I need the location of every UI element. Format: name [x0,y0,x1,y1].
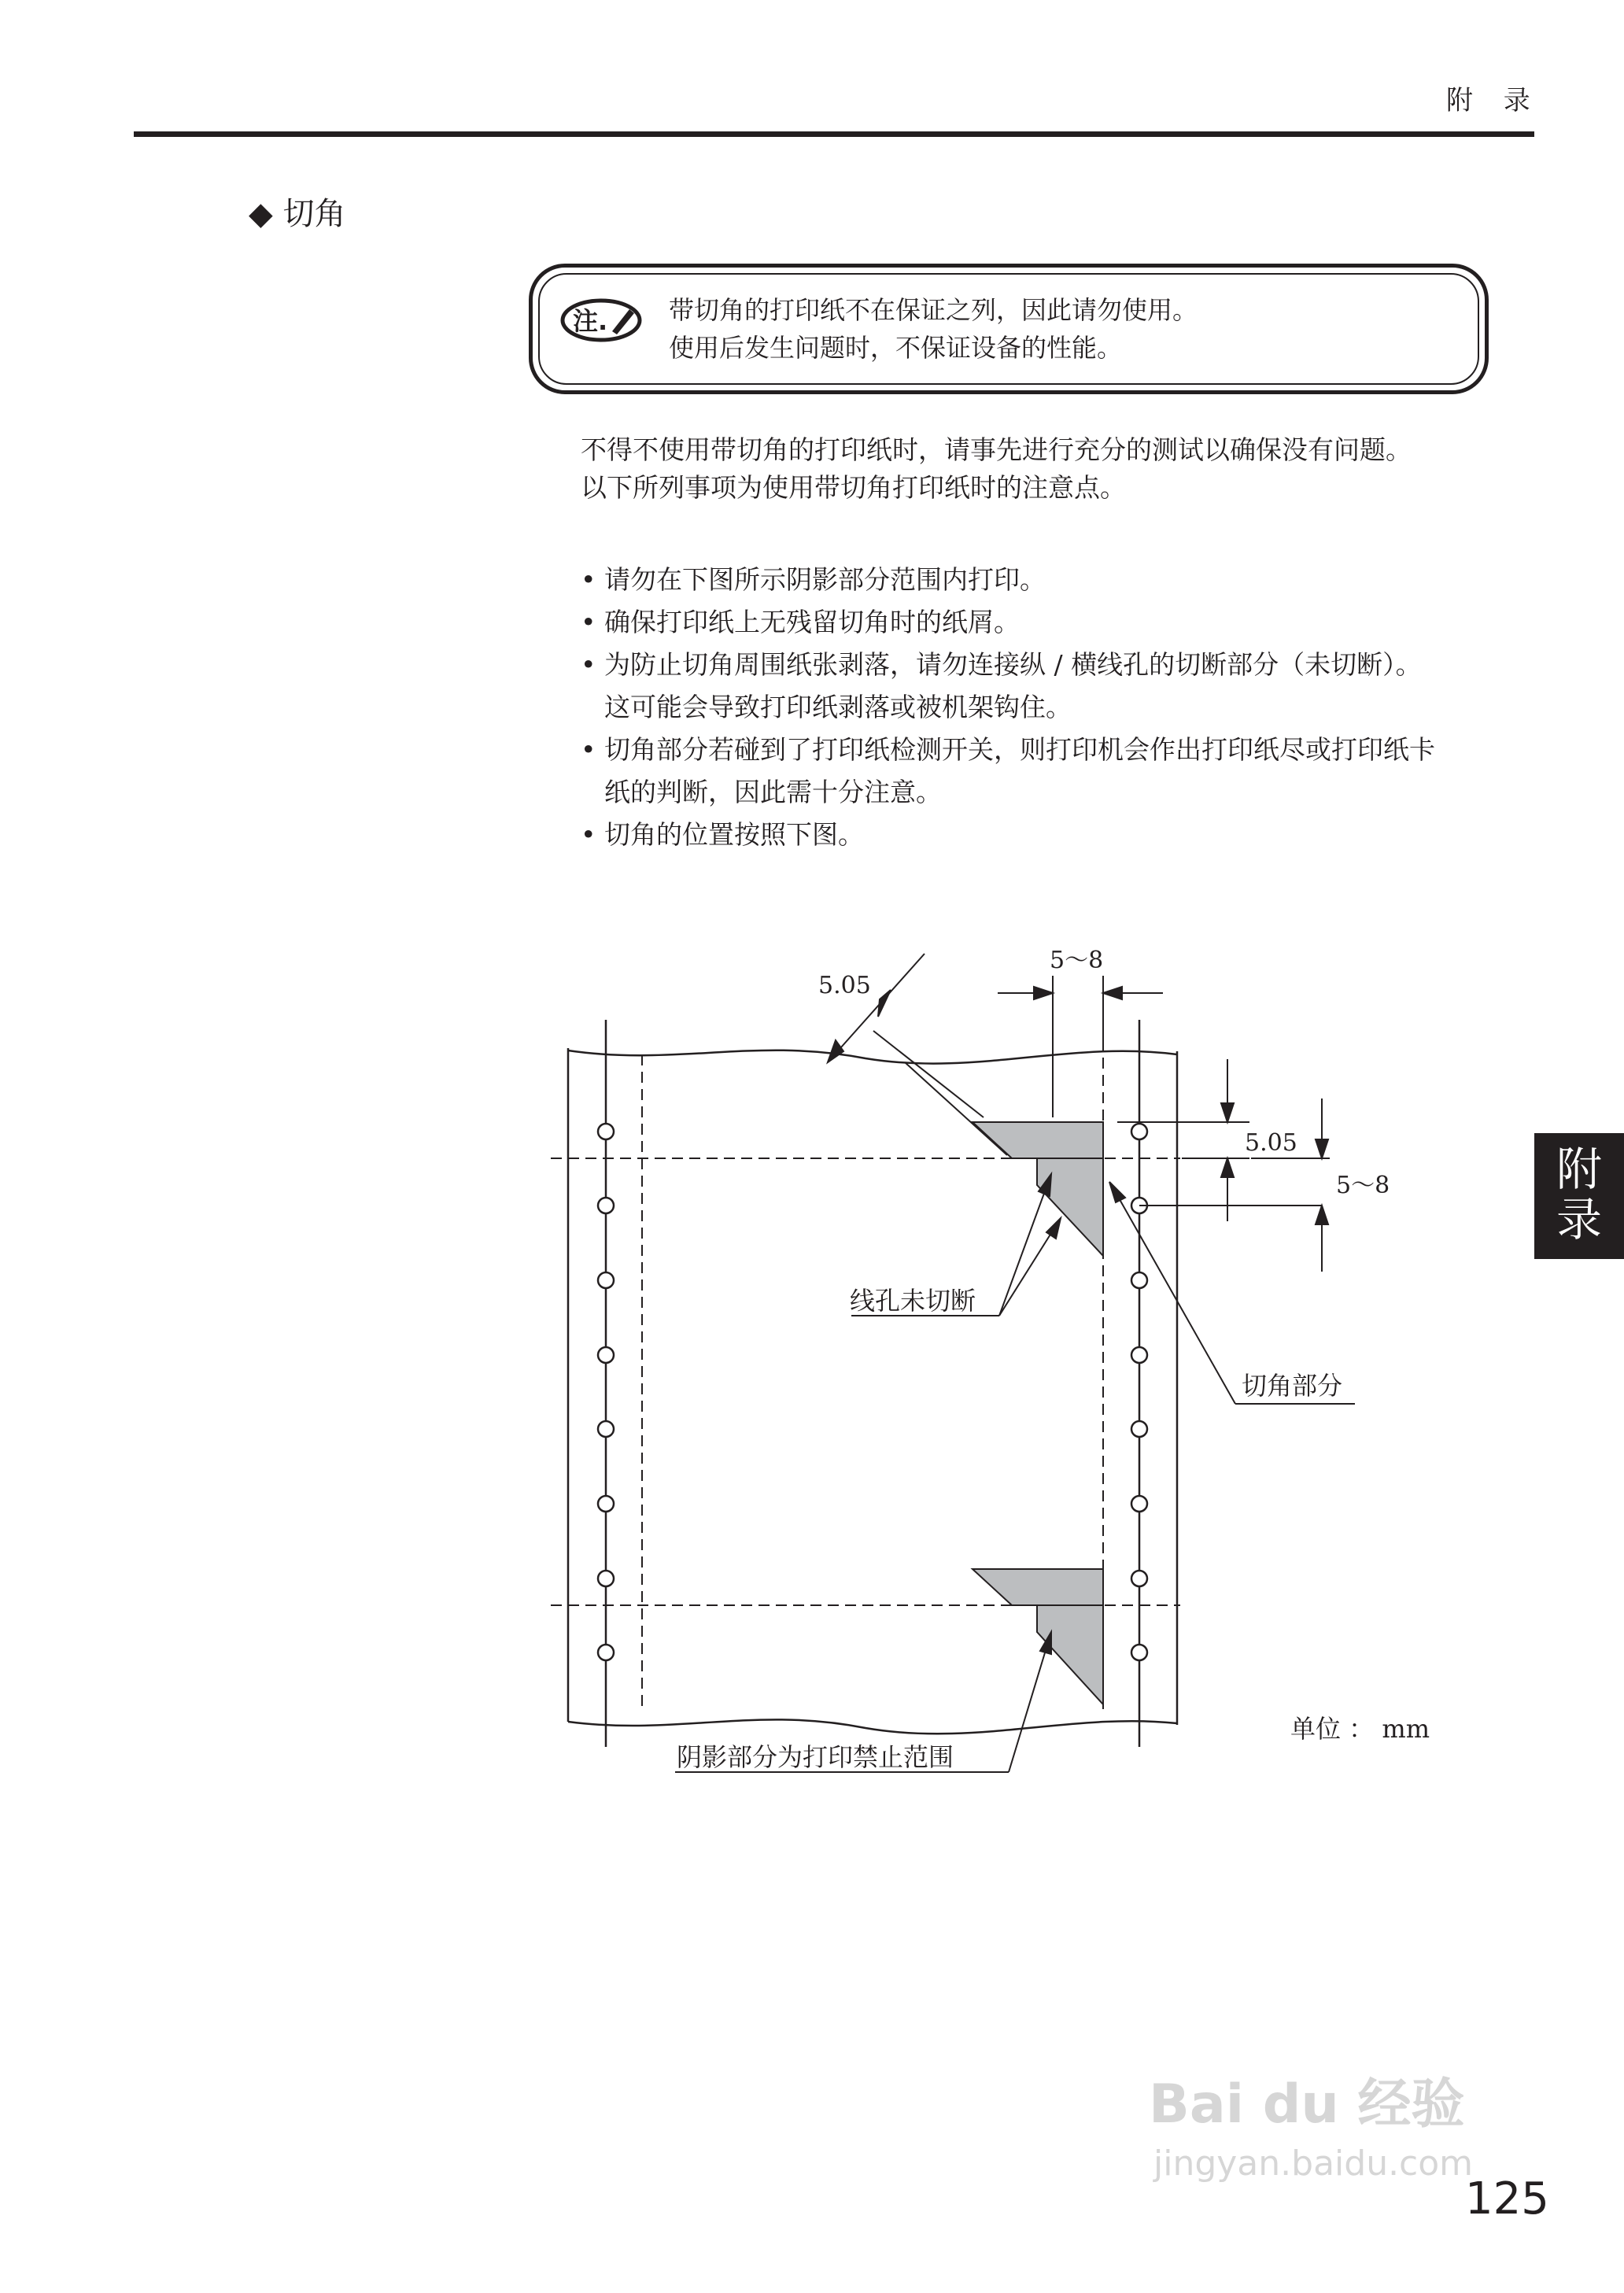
bullet-continuation: 这可能会导致打印纸剥落或被机架钩住。 [604,692,1072,722]
diagonal-dim-arrow [828,954,925,1062]
note-pencil-icon [560,298,642,342]
header-rule [134,131,1534,137]
bullet-item: • 切角的位置按照下图。 [581,814,1435,856]
diamond-icon: ◆ [249,196,273,232]
page-number: 125 [1465,2173,1549,2225]
bullet-item: • 切角部分若碰到了打印纸检测开关，则打印机会作出打印纸尽或打印纸卡 [581,729,1435,771]
side-tab [1534,1133,1624,1259]
dim-right-label-1: 5.05 [1245,1129,1297,1157]
note-badge-label: 注. [573,306,608,336]
paper-bottom-edge [568,1719,1177,1734]
label-corner: 切角部分 [1242,1371,1343,1401]
body-paragraph [581,431,1412,507]
unit-label: 单位 ： mm [1290,1714,1430,1744]
corner-cut-diagram [535,929,1479,1810]
side-tab-line-2: 录 [1556,1193,1602,1246]
label-shaded: 阴影部分为打印禁止范围 [677,1742,954,1772]
body-line-1: 不得不使用带切角的打印纸时，请事先进行充分的测试以确保没有问题。 [581,434,1412,465]
label-perforation: 线孔未切断 [850,1286,976,1316]
bullet-item: • 确保打印纸上无残留切角时的纸屑。 [581,601,1435,644]
bullet-item: • 请勿在下图所示阴影部分范围内打印。 [581,559,1435,601]
note-line-2: 使用后发生问题时，不保证设备的性能。 [669,333,1123,363]
bullet-continuation: 纸的判断，因此需十分注意。 [604,777,942,807]
note-line-1: 带切角的打印纸不在保证之列，因此请勿使用。 [669,295,1198,325]
dim-top-label: 5～8 [1050,947,1104,974]
section-title-text: 切角 [282,196,346,232]
baidu-watermark: Bai du 经验 [1149,2073,1465,2136]
dim-right-label-2: 5～8 [1336,1172,1390,1199]
dim-diagonal-label: 5.05 [818,972,871,999]
bullet-list [581,559,1435,856]
header-title: 附 录 [1446,85,1541,116]
body-line-2: 以下所列事项为使用带切角打印纸时的注意点。 [581,472,1126,503]
section-title [249,189,345,234]
bullet-item: • 为防止切角周围纸张剥落，请勿连接纵 / 横线孔的切断部分（未切断）。 [581,644,1435,686]
side-tab-line-1: 附 [1556,1143,1602,1196]
paper-top-edge [568,1050,1177,1064]
note-text [669,291,1198,367]
baidu-watermark-url: jingyan.baidu.com [1153,2143,1474,2184]
